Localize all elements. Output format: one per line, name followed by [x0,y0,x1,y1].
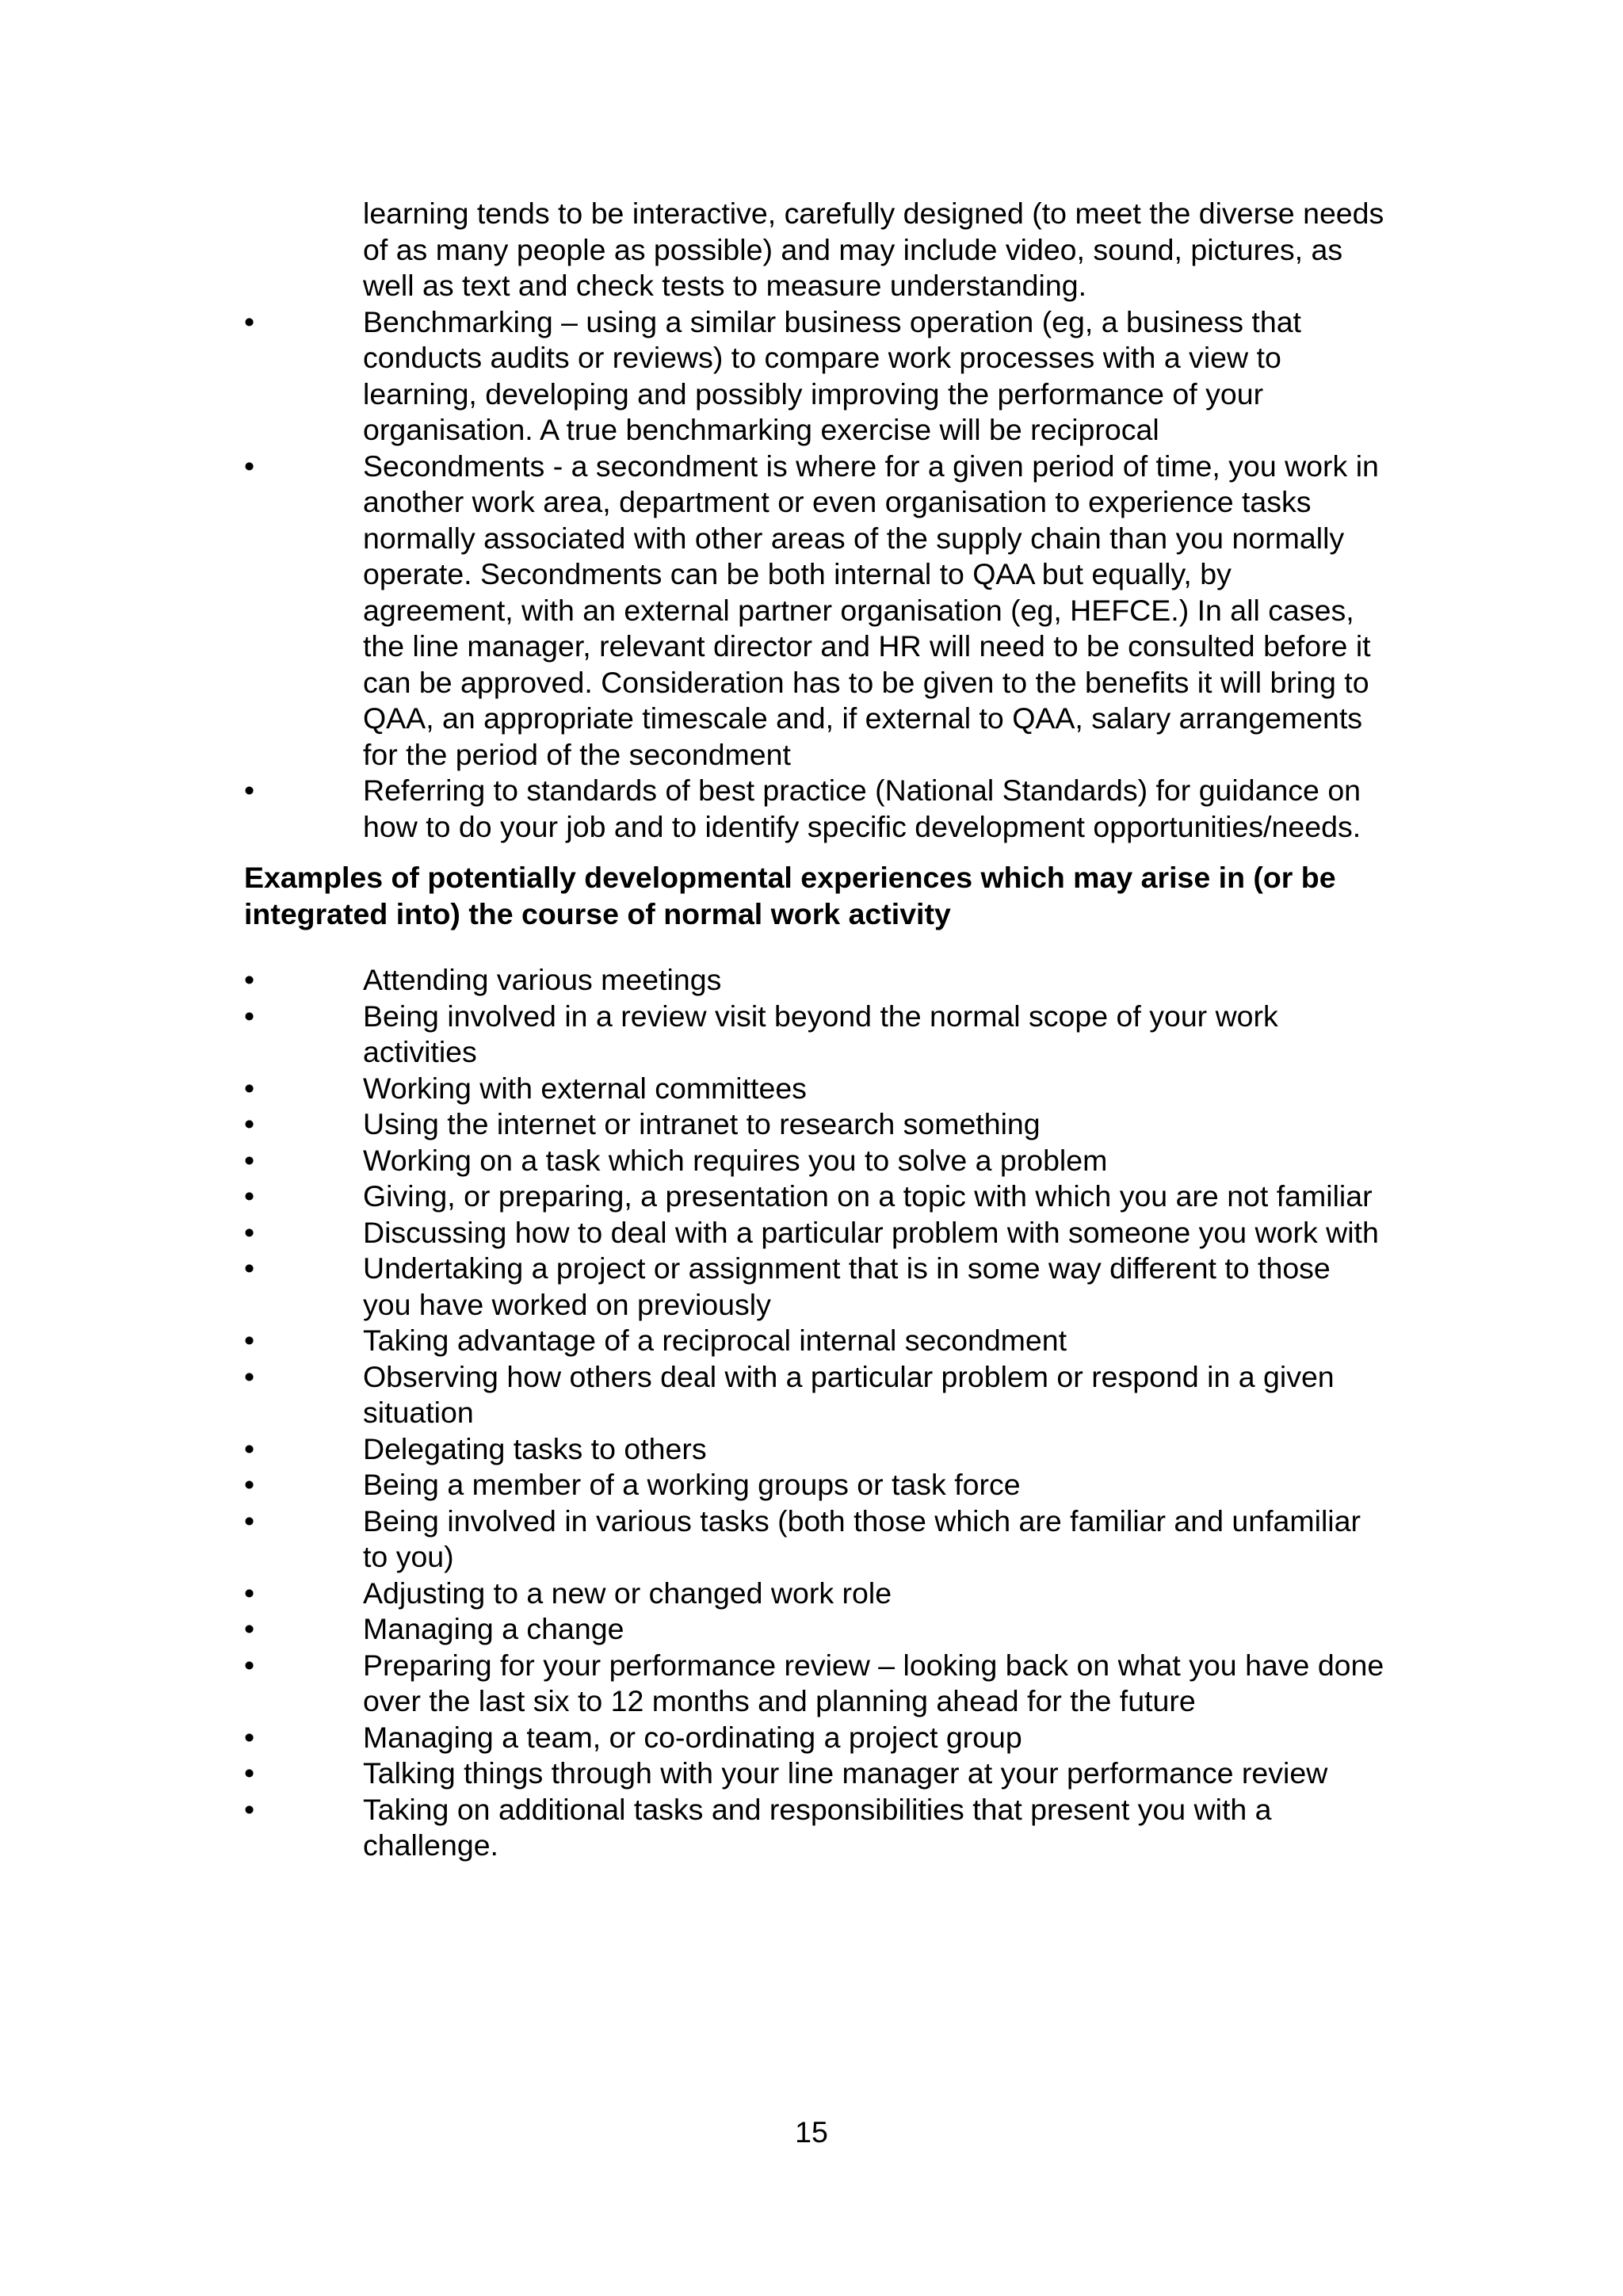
bullet-icon: • [244,1324,255,1357]
list-item [244,1648,1385,1720]
bullet-icon: • [244,1756,255,1790]
bullet-icon: • [244,1720,255,1754]
list-item [244,1576,1385,1612]
bullet-icon: • [244,449,255,483]
list-item [244,304,1385,449]
bullet-icon: • [244,1792,255,1826]
bullet-icon: • [244,1612,255,1645]
list-item-text: Preparing for your performance review – looking back on what you have done over the last six to 12 months and planning ahead for the future [363,1648,1384,1717]
bullet-icon: • [244,1071,255,1105]
list-item-continuation [244,196,1385,304]
list-item-text: learning tends to be interactive, carefully designed (to meet the diverse needs of as many people as possible) and may include video, sound, pictures, as well as text and check tests to measure understanding. [363,197,1384,302]
list-item [244,1071,1385,1107]
list-item [244,1611,1385,1648]
bullet-icon: • [244,1468,255,1501]
list-item [244,1467,1385,1503]
bullet-icon: • [244,304,255,338]
list-item-text: Observing how others deal with a particular problem or respond in a given situation [363,1359,1335,1429]
bullet-icon: • [244,1179,255,1213]
list-item-text: Taking on additional tasks and responsibilities that present you with a challenge. [363,1792,1272,1862]
list-item-text: Adjusting to a new or changed work role [363,1576,892,1610]
bullet-icon: • [244,1251,255,1285]
list-item [244,1755,1385,1792]
list-item [244,449,1385,774]
bullet-icon: • [244,1648,255,1682]
list-item [244,1431,1385,1468]
list-item [244,773,1385,845]
bullet-icon: • [244,1107,255,1140]
list-item-text: Discussing how to deal with a particular problem with someone you work with [363,1215,1379,1249]
list-item [244,1323,1385,1359]
list-item [244,999,1385,1071]
list-item-text: Giving, or preparing, a presentation on a topic with which you are not familiar [363,1179,1373,1213]
list-item-text: Working with external committees [363,1071,807,1105]
list-item [244,1106,1385,1143]
list-item-text: Managing a team, or co-ordinating a project group [363,1720,1022,1754]
list-item-text: Secondments - a secondment is where for a given period of time, you work in another work area, department or even organisation to experience tasks normally associated with other areas of the supply chain than you normally operate. Secondments can be both internal to QAA but equally, by agreement, with an external partner organisation (eg, HEFCE.) In all cases, the line manager, relevant director and HR will need to be consulted before it can be approved. Consideration has to be given to the benefits it will bring to QAA, an appropriate timescale and, if external to QAA, salary arrangements for the period of the secondment [363,449,1379,771]
list-item-text: Undertaking a project or assignment that is in some way different to those you have worked on previously [363,1251,1331,1321]
list-item-text: Talking things through with your line manager at your performance review [363,1756,1328,1790]
list-item [244,1503,1385,1576]
list-item-text: Attending various meetings [363,963,722,996]
list-item [244,962,1385,999]
bullet-icon: • [244,1576,255,1610]
page-number: 15 [795,2115,828,2149]
list-item-text: Being a member of a working groups or task force [363,1468,1021,1501]
list-item-text: Managing a change [363,1612,624,1645]
list-item-text: Referring to standards of best practice (National Standards) for guidance on how to do your job and to identify specific development opportunities/needs. [363,774,1361,843]
list-item-text: Taking advantage of a reciprocal internal secondment [363,1324,1067,1357]
list-item [244,1359,1385,1431]
list-item-text: Being involved in a review visit beyond the normal scope of your work activities [363,999,1278,1068]
list-item-text: Being involved in various tasks (both those which are familiar and unfamiliar to you) [363,1503,1361,1573]
bullet-icon: • [244,1143,255,1177]
list-item [244,1792,1385,1864]
list-item-text: Delegating tasks to others [363,1431,707,1465]
list-item [244,1251,1385,1323]
bullet-icon: • [244,774,255,807]
developmental-experiences-list [244,962,1385,1864]
list-item [244,1720,1385,1756]
bullet-icon: • [244,1215,255,1249]
bullet-icon: • [244,1431,255,1465]
bullet-icon: • [244,999,255,1033]
bullet-icon: • [244,1503,255,1538]
list-item-text: Working on a task which requires you to solve a problem [363,1143,1108,1177]
list-item-text: Benchmarking – using a similar business operation (eg, a business that conducts audits or reviews) to compare work processes with a view to learning, developing and possibly improving the performance of your organisation. A true benchmarking exercise will be reciprocal [363,304,1301,446]
list-item-text: Using the internet or intranet to research something [363,1107,1041,1140]
section-heading: Examples of potentially developmental experiences which may arise in (or be integrated into) the course of normal work activity [244,861,1336,930]
list-item [244,1179,1385,1215]
bullet-icon: • [244,963,255,996]
bullet-icon: • [244,1359,255,1393]
development-methods-list [244,196,1385,845]
list-item [244,1143,1385,1179]
list-item [244,1215,1385,1251]
